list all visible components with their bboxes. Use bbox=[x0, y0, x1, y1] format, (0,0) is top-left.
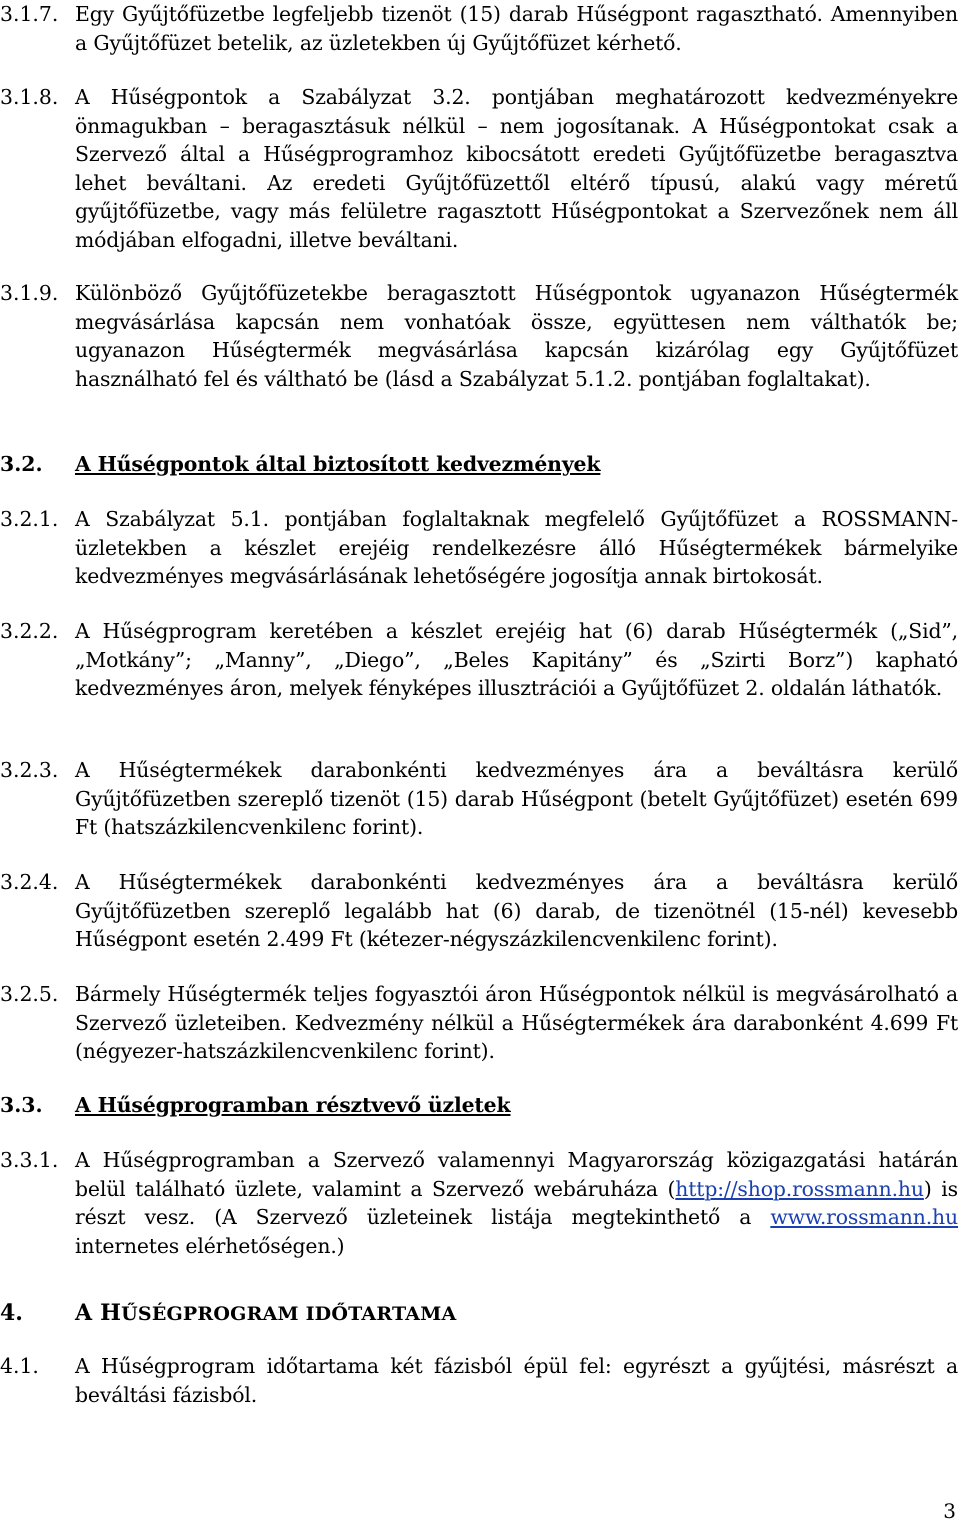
paragraph-3-1-9 bbox=[0, 279, 958, 393]
chapter-heading-4 bbox=[0, 1299, 958, 1329]
paragraph-text: A Hűségpontok a Szabályzat 3.2. pontjában meghatározott kedvezményekre önmagukban – beragasztásuk nélkül – nem jogosítanak. A Hűségpontokat csak a Szervező által a Hűségprogramhoz kibocsátott eredeti Gyűjtőfüzetbe beragasztva lehet beváltani. Az eredeti Gyűjtőfüzettől eltérő típusú, alakú vagy méretű gyűjtőfüzetbe, vagy más felületre ragasztott Hűségpontokat a Szervezőnek nem áll módjában elfogadni, illetve beváltani. bbox=[75, 85, 958, 252]
paragraph-number: 3.2.5. bbox=[0, 982, 59, 1006]
paragraph-text: A Szabályzat 5.1. pontjában foglaltaknak megfelelő Gyűjtőfüzet a ROSSMANN-üzletekben a készlet erejéig rendelkezésre álló Hűségtermékek bármelyike kedvezményes megvásárlásának lehetőségére jogosítja annak birtokosát. bbox=[75, 507, 958, 589]
rossmann-link[interactable]: www.rossmann.hu bbox=[770, 1205, 958, 1230]
section-number: 3.2. bbox=[0, 452, 43, 476]
section-title: A Hűségpontok által biztosított kedvezmények bbox=[75, 452, 601, 476]
paragraph-text: A Hűségprogram időtartama két fázisból épül fel: egyrészt a gyűjtési, másrészt a beváltási fázisból. bbox=[75, 1354, 958, 1407]
paragraph-3-2-3 bbox=[0, 756, 958, 842]
chapter-title-part: A H bbox=[75, 1300, 122, 1326]
section-heading-3-3 bbox=[0, 1091, 958, 1120]
paragraph-3-1-8 bbox=[0, 83, 958, 255]
chapter-title-part: ŰSÉGPROGRAM bbox=[121, 1303, 306, 1325]
section-title: A Hűségprogramban résztvevő üzletek bbox=[75, 1093, 511, 1117]
paragraph-number: 4.1. bbox=[0, 1354, 39, 1378]
paragraph-3-2-4 bbox=[0, 868, 958, 954]
paragraph-text: A Hűségprogram keretében a készlet erejéig hat (6) darab Hűségtermék („Sid”, „Motkány”; „Manny”, „Diego”, „Beles Kapitány” és „Szirti Borz”) kapható kedvezményes áron, melyek fényképes illusztrációi a Gyűjtőfüzet 2. oldalán láthatók. bbox=[75, 619, 958, 701]
paragraph-text-part: ) is részt vesz. (A Szervező üzleteinek listája megtekinthető a bbox=[75, 1176, 958, 1230]
chapter-number: 4. bbox=[0, 1300, 23, 1326]
paragraph-3-2-1 bbox=[0, 505, 958, 591]
section-heading-3-2 bbox=[0, 450, 958, 479]
paragraph-text: A Hűségtermékek darabonkénti kedvezményes ára a beváltásra kerülő Gyűjtőfüzetben szereplő tizenöt (15) darab Hűségpont (betelt Gyűjtőfüzet) esetén 699 Ft (hatszázkilencvenkilenc forint). bbox=[75, 758, 958, 840]
paragraph-number: 3.1.8. bbox=[0, 85, 59, 109]
paragraph-number: 3.2.2. bbox=[0, 619, 59, 643]
paragraph-number: 3.3.1. bbox=[0, 1148, 59, 1172]
paragraph-number: 3.1.7. bbox=[0, 2, 59, 26]
paragraph-text: A Hűségtermékek darabonkénti kedvezményes ára a beváltásra kerülő Gyűjtőfüzetben szereplő legalább hat (6) darab, de tizenötnél (15-nél) kevesebb Hűségpont esetén 2.499 Ft (kétezer-négyszázkilencvenkilenc forint). bbox=[75, 870, 958, 952]
section-number: 3.3. bbox=[0, 1093, 43, 1117]
paragraph-number: 3.2.1. bbox=[0, 507, 59, 531]
page-number: 3 bbox=[943, 1499, 956, 1523]
paragraph-3-3-1 bbox=[0, 1146, 958, 1260]
paragraph-3-2-5 bbox=[0, 980, 958, 1066]
chapter-title bbox=[75, 1299, 958, 1329]
shop-link[interactable]: http://shop.rossmann.hu bbox=[675, 1176, 924, 1201]
paragraph-text: Különböző Gyűjtőfüzetekbe beragasztott Hűségpontok ugyanazon Hűségtermék megvásárlása kapcsán nem vonhatóak össze, együttesen nem válthatók be; ugyanazon Hűségtermék megvásárlása kapcsán kizárólag egy Gyűjtőfüzet használható fel és váltható be (lásd a Szabályzat 5.1.2. pontjában foglaltakat). bbox=[75, 281, 958, 391]
paragraph-text-part: internetes elérhetőségen.) bbox=[75, 1233, 345, 1258]
paragraph-text: Egy Gyűjtőfüzetbe legfeljebb tizenöt (15) darab Hűségpont ragasztható. Amennyiben a Gyűjtőfüzet betelik, az üzletekben új Gyűjtőfüzet kérhető. bbox=[75, 2, 958, 55]
chapter-title-part: IDŐTARTAMA bbox=[305, 1303, 457, 1325]
paragraph-text: Bármely Hűségtermék teljes fogyasztói áron Hűségpontok nélkül is megvásárolható a Szervező üzleteiben. Kedvezmény nélkül a Hűségtermékek ára darabonként 4.699 Ft (négyezer-hatszázkilencvenkilenc forint). bbox=[75, 982, 958, 1064]
paragraph-3-2-2 bbox=[0, 617, 958, 703]
paragraph-3-1-7 bbox=[0, 0, 958, 57]
paragraph-text bbox=[75, 1146, 958, 1260]
paragraph-text-part: A Hűségprogramban a Szervező valamennyi Magyarország közigazgatási határán belül található üzlete, valamint a Szervező webáruháza ( bbox=[75, 1148, 958, 1201]
paragraph-number: 3.1.9. bbox=[0, 281, 59, 305]
paragraph-4-1 bbox=[0, 1352, 958, 1409]
paragraph-number: 3.2.4. bbox=[0, 870, 59, 894]
paragraph-number: 3.2.3. bbox=[0, 758, 59, 782]
